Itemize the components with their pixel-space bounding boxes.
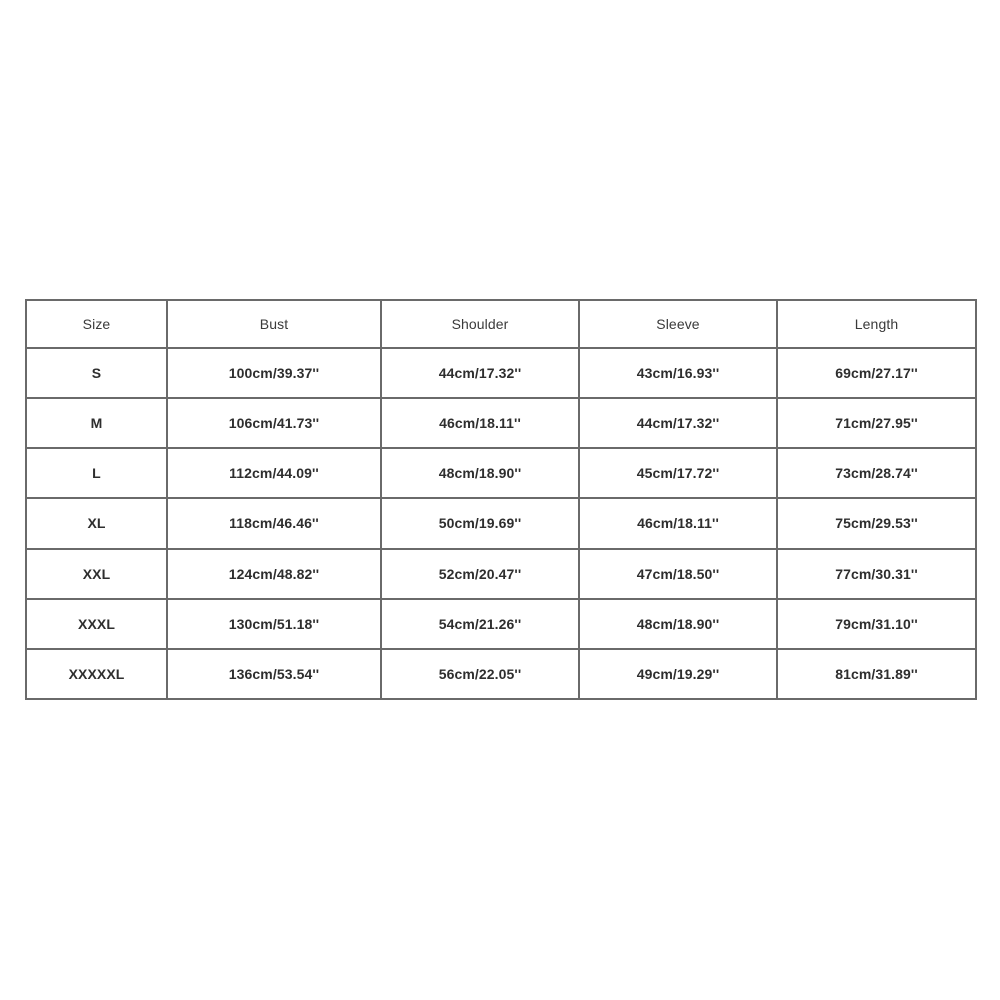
header-sleeve: Sleeve xyxy=(579,300,777,348)
bust-cell: 136cm/53.54'' xyxy=(167,649,381,699)
table-row xyxy=(26,348,976,398)
size-cell: XXXL xyxy=(26,599,167,649)
length-cell: 69cm/27.17'' xyxy=(777,348,976,398)
header-row xyxy=(26,300,976,348)
size-chart-body xyxy=(26,348,976,699)
sleeve-cell: 44cm/17.32'' xyxy=(579,398,777,448)
length-cell: 71cm/27.95'' xyxy=(777,398,976,448)
bust-cell: 124cm/48.82'' xyxy=(167,549,381,599)
size-cell: L xyxy=(26,448,167,498)
sleeve-cell: 45cm/17.72'' xyxy=(579,448,777,498)
header-bust: Bust xyxy=(167,300,381,348)
length-cell: 77cm/30.31'' xyxy=(777,549,976,599)
shoulder-cell: 44cm/17.32'' xyxy=(381,348,579,398)
shoulder-cell: 54cm/21.26'' xyxy=(381,599,579,649)
size-chart-table xyxy=(25,299,977,700)
sleeve-cell: 49cm/19.29'' xyxy=(579,649,777,699)
table-row xyxy=(26,398,976,448)
bust-cell: 118cm/46.46'' xyxy=(167,498,381,548)
size-cell: S xyxy=(26,348,167,398)
table-row xyxy=(26,599,976,649)
size-cell: M xyxy=(26,398,167,448)
header-length: Length xyxy=(777,300,976,348)
bust-cell: 106cm/41.73'' xyxy=(167,398,381,448)
bust-cell: 112cm/44.09'' xyxy=(167,448,381,498)
sleeve-cell: 47cm/18.50'' xyxy=(579,549,777,599)
shoulder-cell: 46cm/18.11'' xyxy=(381,398,579,448)
size-cell: XL xyxy=(26,498,167,548)
table-row xyxy=(26,448,976,498)
length-cell: 73cm/28.74'' xyxy=(777,448,976,498)
size-cell: XXL xyxy=(26,549,167,599)
table-row xyxy=(26,549,976,599)
shoulder-cell: 48cm/18.90'' xyxy=(381,448,579,498)
table-row xyxy=(26,498,976,548)
header-shoulder: Shoulder xyxy=(381,300,579,348)
bust-cell: 100cm/39.37'' xyxy=(167,348,381,398)
header-size: Size xyxy=(26,300,167,348)
size-cell: XXXXXL xyxy=(26,649,167,699)
table-row xyxy=(26,649,976,699)
sleeve-cell: 48cm/18.90'' xyxy=(579,599,777,649)
sleeve-cell: 46cm/18.11'' xyxy=(579,498,777,548)
shoulder-cell: 52cm/20.47'' xyxy=(381,549,579,599)
bust-cell: 130cm/51.18'' xyxy=(167,599,381,649)
shoulder-cell: 50cm/19.69'' xyxy=(381,498,579,548)
length-cell: 79cm/31.10'' xyxy=(777,599,976,649)
sleeve-cell: 43cm/16.93'' xyxy=(579,348,777,398)
size-chart-header xyxy=(26,300,976,348)
shoulder-cell: 56cm/22.05'' xyxy=(381,649,579,699)
length-cell: 75cm/29.53'' xyxy=(777,498,976,548)
length-cell: 81cm/31.89'' xyxy=(777,649,976,699)
